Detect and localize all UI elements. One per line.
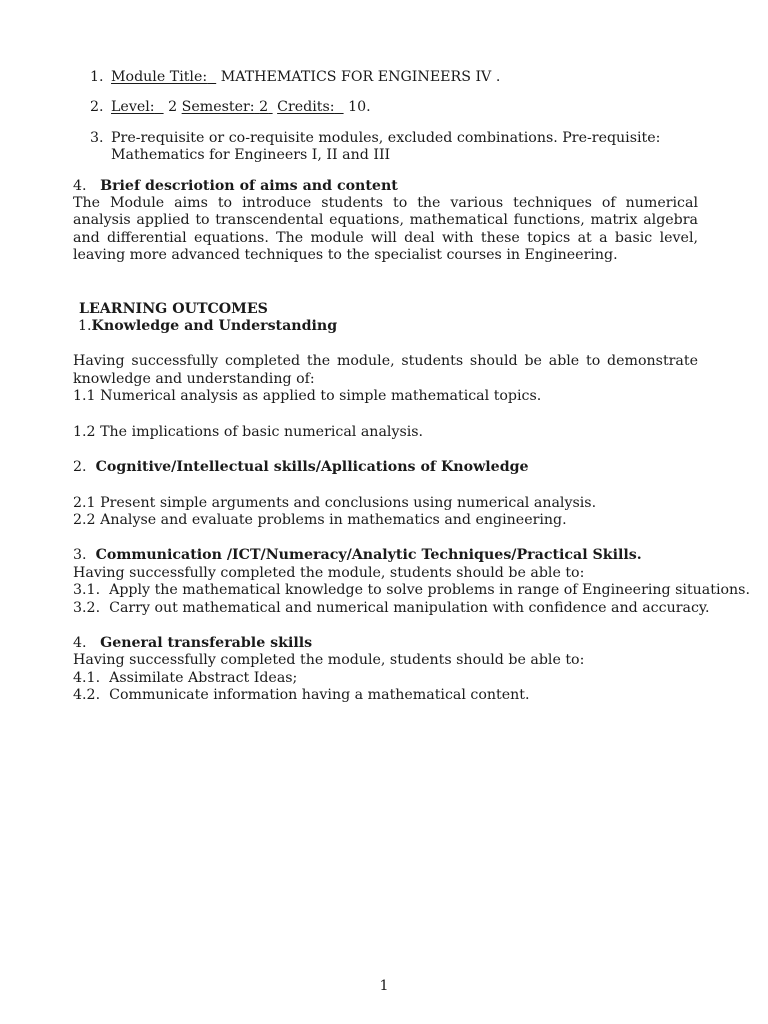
list-number: 2. — [90, 99, 104, 116]
semester-label: Semester: — [181, 99, 255, 116]
semester-value: 2 — [259, 99, 269, 116]
level-value: 2 — [168, 99, 178, 116]
outcome-1-number: 1. — [78, 318, 92, 335]
aims-heading — [73, 178, 698, 195]
outcome-1-1: 1.1 Numerical analysis as applied to simple mathematical topics. — [73, 388, 542, 405]
outcome-3-1: 3.1. Apply the mathematical knowledge to solve problems in range of Engineering situations. — [73, 582, 750, 599]
outcome-4-heading-text: General transferable skills — [100, 634, 313, 651]
outcome-3-2: 3.2. Carry out mathematical and numerical manipulation with confidence and accuracy. — [73, 599, 710, 616]
list-item-prerequisites — [73, 130, 698, 165]
outcome-2-1: 2.1 Present simple arguments and conclusions using numerical analysis. — [73, 494, 597, 511]
credits-value: 10. — [348, 99, 371, 116]
aims-heading-text: Brief descriotion of aims and content — [100, 177, 398, 194]
outcome-1-heading — [73, 318, 698, 335]
outcome-2-heading — [73, 459, 698, 476]
level-label: Level: — [111, 99, 155, 116]
list-number: 3. — [90, 129, 104, 146]
module-info-list — [73, 69, 698, 165]
list-item-module-title — [73, 69, 698, 86]
outcome-2-number: 2. — [73, 459, 87, 476]
outcome-2-2: 2.2 Analyse and evaluate problems in mathematics and engineering. — [73, 511, 567, 528]
module-title-value: MATHEMATICS FOR ENGINEERS IV . — [220, 69, 501, 85]
aims-number: 4. — [73, 177, 87, 194]
outcome-3-intro: Having successfully completed the module, students should be able to: — [73, 564, 585, 581]
module-title-label: Module Title: — [111, 69, 208, 85]
document-page — [73, 69, 750, 705]
credits-label: Credits: — [277, 99, 335, 116]
aims-body: The Module aims to introduce students to the various techniques of numerical analysis applied to transcendental equations, mathematical functions, matrix algebra and differential equations. The module will deal with these topics at a basic level, leaving more advanced techniques to the specialist courses in Engineering. — [73, 195, 698, 264]
learning-outcomes-title: LEARNING OUTCOMES — [79, 300, 268, 317]
page-number: 1 — [379, 978, 389, 994]
outcome-4-number: 4. — [73, 634, 87, 651]
outcome-1-2: 1.2 The implications of basic numerical analysis. — [73, 423, 424, 440]
outcome-4-1: 4.1. Assimilate Abstract Ideas; — [73, 669, 298, 686]
outcome-4-2: 4.2. Communicate information having a mathematical content. — [73, 687, 530, 704]
outcome-1-heading-text: Knowledge and Understanding — [91, 318, 338, 335]
outcome-3-number: 3. — [73, 547, 87, 564]
outcome-3-heading — [73, 547, 698, 564]
outcome-3-heading-text: Communication /ICT/Numeracy/Analytic Techniques/Practical Skills. — [95, 547, 642, 564]
outcome-1-intro: Having successfully completed the module, students should be able to demonstrate knowledge and understanding of: — [73, 353, 698, 387]
prerequisites-text: Pre-requisite or co-requisite modules, excluded combinations. Pre-requisite: Mathematics for Engineers I, II and III — [111, 129, 661, 164]
outcome-4-heading — [73, 635, 698, 652]
outcome-4-intro: Having successfully completed the module, students should be able to: — [73, 652, 585, 669]
list-number: 1. — [90, 69, 104, 85]
list-item-level — [73, 99, 698, 116]
outcome-2-heading-text: Cognitive/Intellectual skills/Apllications of Knowledge — [95, 459, 529, 476]
